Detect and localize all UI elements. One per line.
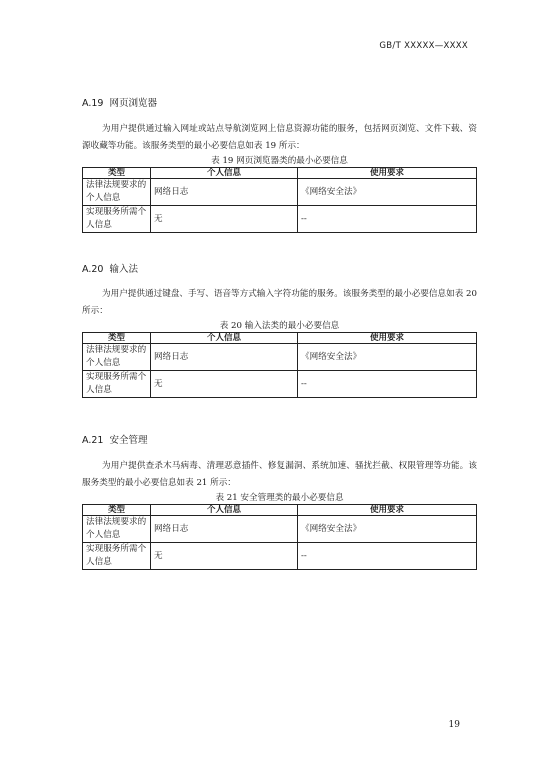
section-name: 输入法 [109,264,138,275]
header-type: 类型 [83,168,151,179]
section-paragraph: 为用户提供通过键盘、手写、语音等方式输入字符功能的服务。该服务类型的最小必要信息如表 20 所示： [82,289,477,316]
cell-info: 无 [151,206,298,233]
table-row [83,371,477,398]
cell-info: 无 [151,543,298,570]
section-a21 [82,434,477,570]
table-caption: 表 19 网页浏览器类的最小必要信息 [211,156,348,166]
cell-type: 法律法规要求的个人信息 [83,516,151,543]
cell-type: 实现服务所需个人信息 [83,543,151,570]
cell-type: 法律法规要求的个人信息 [83,179,151,206]
cell-type: 实现服务所需个人信息 [83,371,151,398]
header-personal-info: 个人信息 [151,333,298,344]
cell-type: 实现服务所需个人信息 [83,206,151,233]
section-paragraph: 为用户提供查杀木马病毒、清理恶意插件、修复漏洞、系统加速、骚扰拦截、权限管理等功能。该服务类型的最小必要信息如表 21 所示： [82,461,477,488]
cell-usage: -- [298,371,477,398]
section-name: 网页浏览器 [109,98,157,109]
header-type: 类型 [83,333,151,344]
section-a19 [82,97,477,233]
cell-usage: -- [298,206,477,233]
cell-usage: 《网络安全法》 [298,344,477,371]
header-type: 类型 [83,505,151,516]
section-title [82,97,477,111]
section-paragraph: 为用户提供通过输入网址或站点导航浏览网上信息资源功能的服务，包括网页浏览、文件下载、资源收藏等功能。该服务类型的最小必要信息如表 19 所示： [82,124,477,151]
requirement-table [82,332,477,398]
section-title [82,263,477,277]
page-number: 19 [448,720,460,730]
cell-info: 网络日志 [151,179,298,206]
cell-usage: 《网络安全法》 [298,179,477,206]
cell-usage: 《网络安全法》 [298,516,477,543]
table-caption: 表 20 输入法类的最小必要信息 [219,321,340,331]
section-a20 [82,263,477,398]
cell-usage: -- [298,543,477,570]
requirement-table [82,504,477,570]
header-personal-info: 个人信息 [151,505,298,516]
section-number: A.19 [82,98,104,109]
table-row [83,516,477,543]
table-row [83,179,477,206]
table-row [83,543,477,570]
header-usage: 使用要求 [298,333,477,344]
cell-info: 无 [151,371,298,398]
table-row [83,206,477,233]
section-number: A.20 [82,264,104,275]
header-usage: 使用要求 [298,168,477,179]
requirement-table [82,167,477,233]
cell-info: 网络日志 [151,344,298,371]
header-personal-info: 个人信息 [151,168,298,179]
cell-type: 法律法规要求的个人信息 [83,344,151,371]
section-name: 安全管理 [109,435,148,446]
section-number: A.21 [82,435,104,446]
section-title [82,434,477,448]
standard-code: GB/T XXXXX—XXXX [379,41,468,51]
cell-info: 网络日志 [151,516,298,543]
header-usage: 使用要求 [298,505,477,516]
table-row [83,344,477,371]
table-caption: 表 21 安全管理类的最小必要信息 [215,493,344,503]
